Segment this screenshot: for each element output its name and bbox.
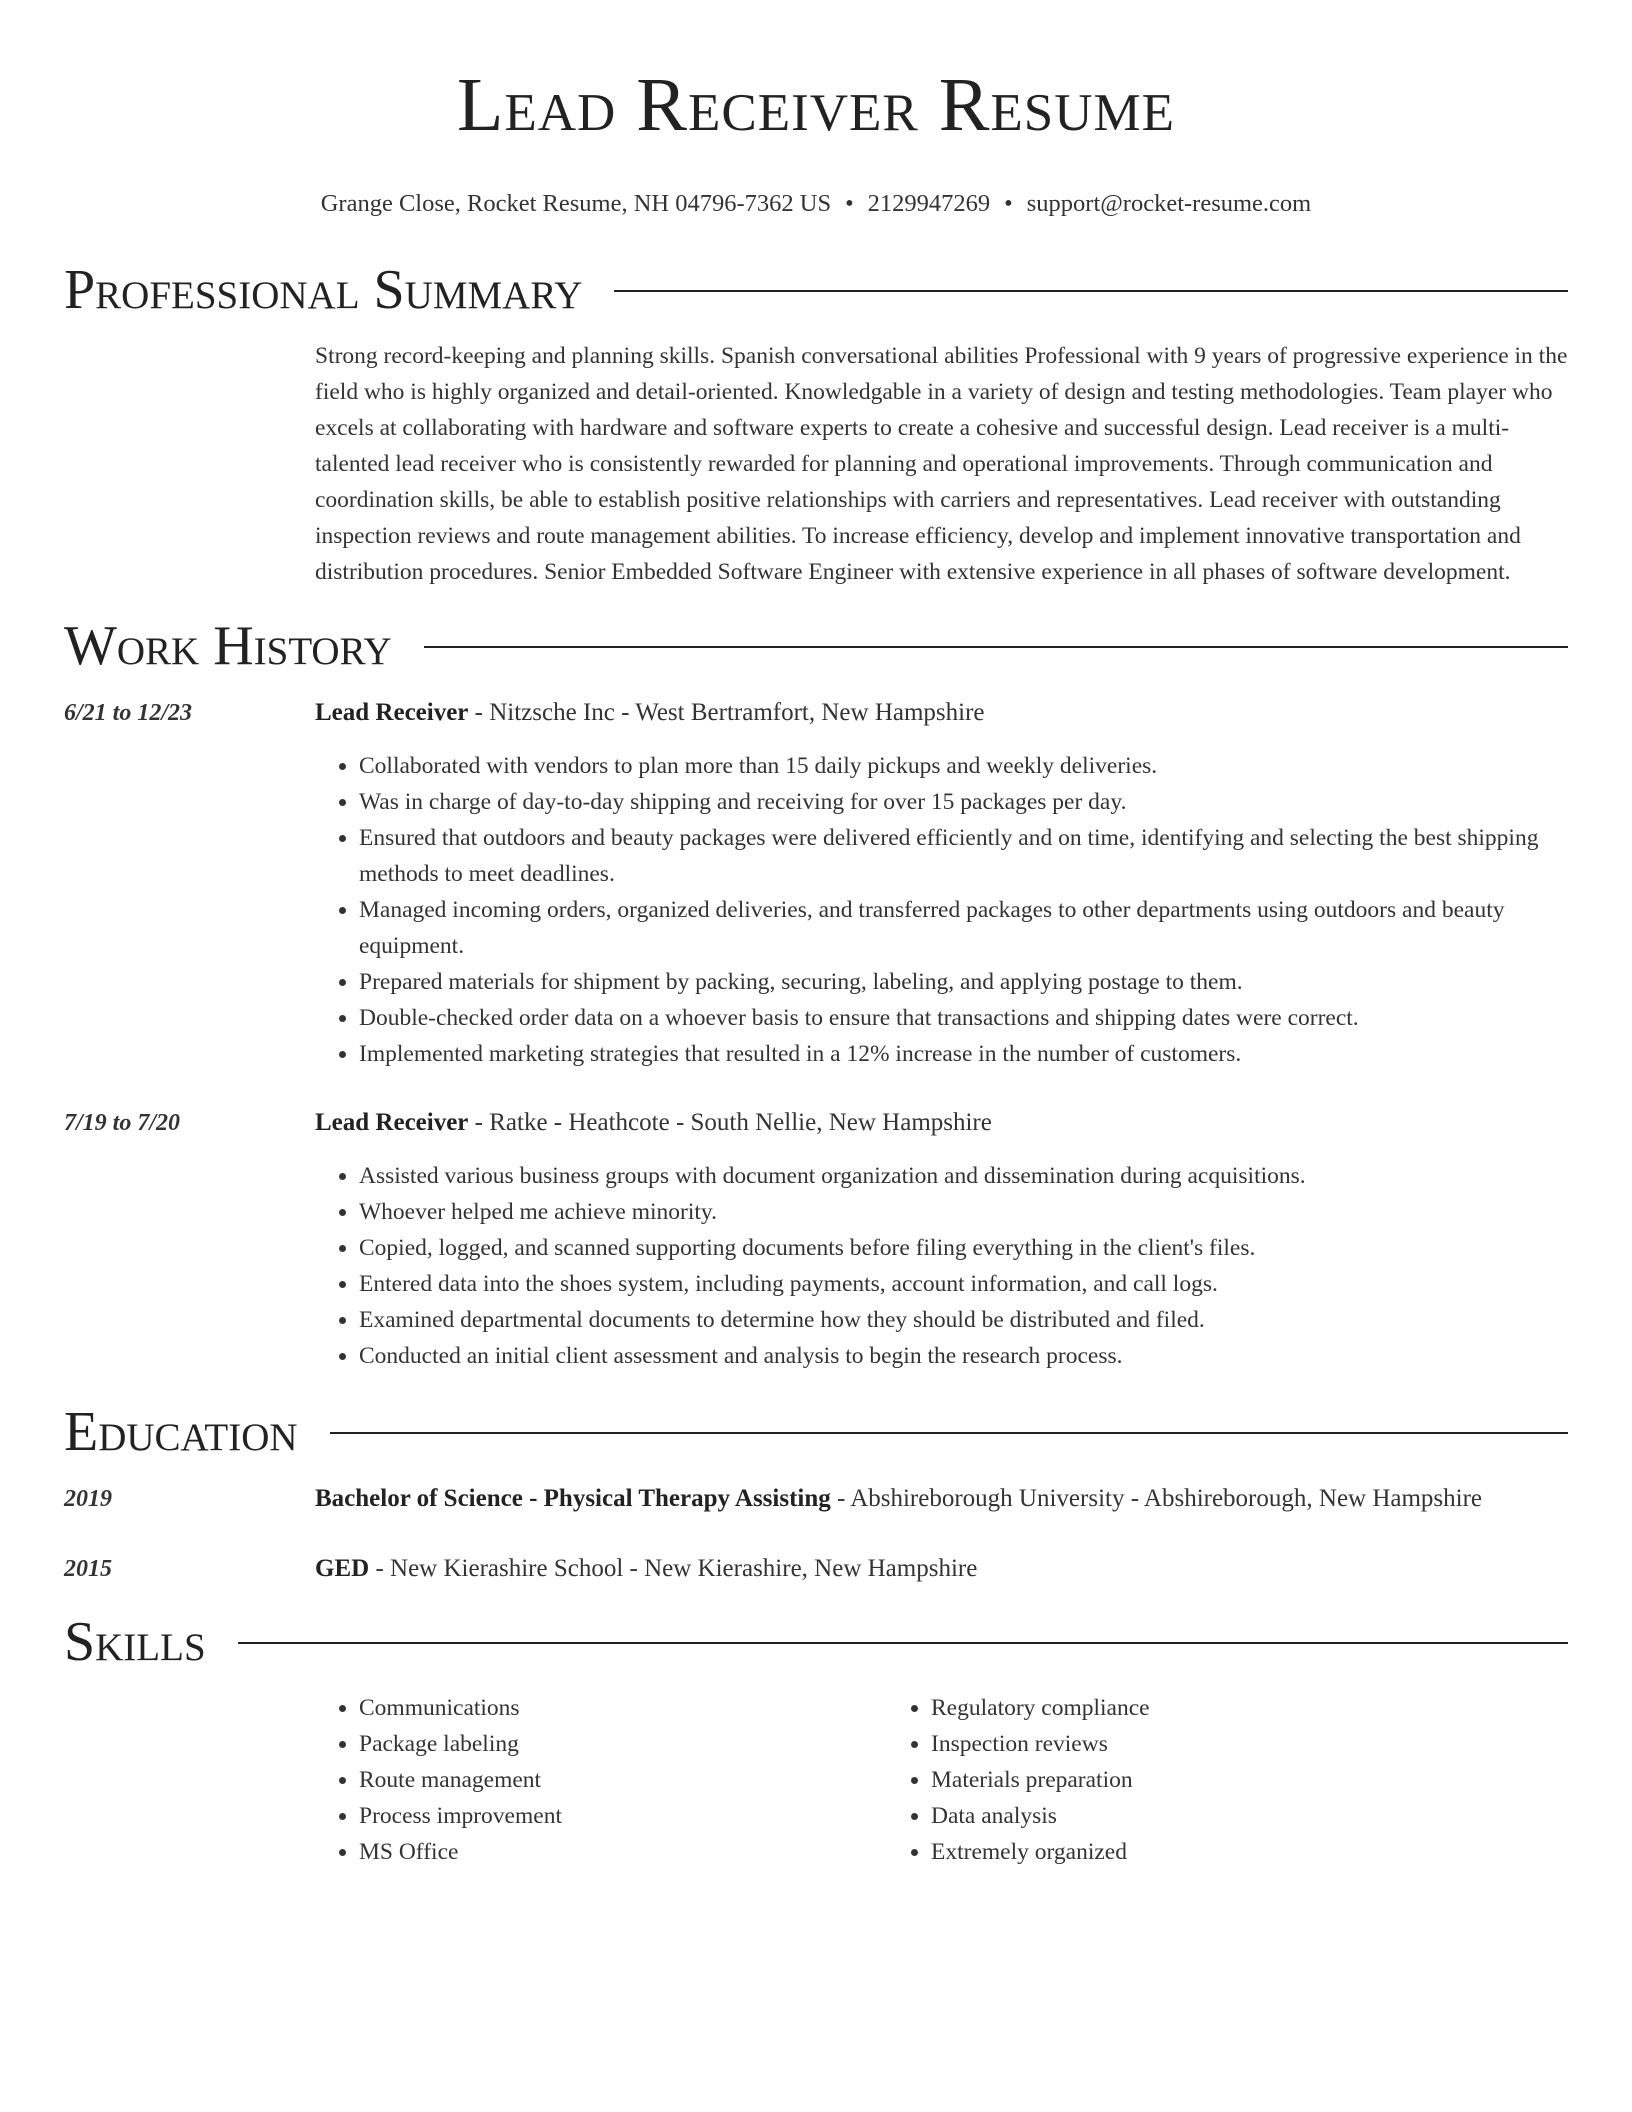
skill-item: • Package labeling xyxy=(359,1726,887,1762)
skill-item: • Communications xyxy=(359,1690,887,1726)
section-title-summary: Professional Summary xyxy=(64,259,583,321)
list-item: • Whoever helped me achieve minority. xyxy=(359,1194,1568,1230)
list-item: • Double-checked order data on a whoever basis to ensure that transactions and shipping dates were correct. xyxy=(359,1000,1568,1036)
job-header xyxy=(64,696,1568,730)
list-item: • Collaborated with vendors to plan more than 15 daily pickups and weekly deliveries. xyxy=(359,748,1568,784)
section-header-summary xyxy=(64,260,1568,320)
contact-email: support@rocket-resume.com xyxy=(1026,190,1312,217)
list-item: • Prepared materials for shipment by packing, securing, labeling, and applying postage to them. xyxy=(359,964,1568,1000)
list-item: • Conducted an initial client assessment and analysis to begin the research process. xyxy=(359,1338,1568,1374)
list-item: • Implemented marketing strategies that resulted in a 12% increase in the number of customers. xyxy=(359,1036,1568,1072)
contact-separator: • xyxy=(845,190,854,217)
education-entry xyxy=(64,1552,1568,1586)
page-title: Lead Receiver Resume xyxy=(456,63,1176,147)
job-headline xyxy=(315,1106,1568,1140)
education-entry xyxy=(64,1482,1568,1516)
job-title: Lead Receiver xyxy=(315,1109,469,1136)
skills-list xyxy=(315,1690,1568,1870)
skills-column-right xyxy=(887,1690,1459,1870)
education-details: - New Kierashire School - New Kierashire, New Hampshire xyxy=(369,1555,978,1582)
job-bullets xyxy=(315,1158,1568,1374)
list-item: • Assisted various business groups with document organization and dissemination during acquisitions. xyxy=(359,1158,1568,1194)
job-entry xyxy=(64,696,1568,1072)
education-year: 2019 xyxy=(64,1486,112,1512)
list-item: • Managed incoming orders, organized deliveries, and transferred packages to other departments using outdoors and beauty equipment. xyxy=(359,892,1568,964)
job-dates: 6/21 to 12/23 xyxy=(64,700,193,726)
education-degree: GED xyxy=(315,1555,370,1582)
section-title-education: Education xyxy=(64,1401,298,1463)
skill-item: • Regulatory compliance xyxy=(931,1690,1459,1726)
skill-item: • Extremely organized xyxy=(931,1834,1459,1870)
section-title-work: Work History xyxy=(64,615,392,677)
skill-item: • MS Office xyxy=(359,1834,887,1870)
contact-line xyxy=(64,188,1568,220)
list-item: • Examined departmental documents to determine how they should be distributed and filed. xyxy=(359,1302,1568,1338)
education-headline xyxy=(315,1552,1568,1586)
list-item: • Copied, logged, and scanned supporting documents before filing everything in the client's files. xyxy=(359,1230,1568,1266)
skill-item: • Materials preparation xyxy=(931,1762,1459,1798)
section-header-education xyxy=(64,1402,1568,1462)
education-year: 2015 xyxy=(64,1556,112,1582)
job-details: - Nitzsche Inc - West Bertramfort, New Hampshire xyxy=(468,699,985,726)
contact-separator: • xyxy=(1004,190,1013,217)
job-headline xyxy=(315,696,1568,730)
skill-item: • Data analysis xyxy=(931,1798,1459,1834)
contact-address: Grange Close, Rocket Resume, NH 04796-7362 US xyxy=(320,190,832,217)
skill-item: • Inspection reviews xyxy=(931,1726,1459,1762)
skill-item: • Process improvement xyxy=(359,1798,887,1834)
job-title: Lead Receiver xyxy=(315,699,469,726)
skill-item: • Route management xyxy=(359,1762,887,1798)
education-degree: Bachelor of Science - Physical Therapy Assisting xyxy=(315,1485,831,1512)
section-title-skills: Skills xyxy=(64,1611,206,1673)
job-entry xyxy=(64,1106,1568,1374)
contact-phone: 2129947269 xyxy=(867,190,991,217)
list-item: • Ensured that outdoors and beauty packages were delivered efficiently and on time, identifying and selecting the best shipping methods to meet deadlines. xyxy=(359,820,1568,892)
skills-column-left xyxy=(315,1690,887,1870)
job-bullets xyxy=(315,748,1568,1072)
job-header xyxy=(64,1106,1568,1140)
section-divider xyxy=(614,290,1568,292)
section-divider xyxy=(330,1432,1568,1434)
list-item: • Entered data into the shoes system, including payments, account information, and call logs. xyxy=(359,1266,1568,1302)
summary-text: Strong record-keeping and planning skills. Spanish conversational abilities Professional with 9 years of progressive experience in the field who is highly organized and detail-oriented. Knowledgable in a variety of design and testing methodologies. Team player who excels at collaborating with hardware and software experts to create a cohesive and successful design. Lead receiver is a multi-talented lead receiver who is consistently rewarded for planning and operational improvements. Through communication and coordination skills, be able to establish positive relationships with carriers and representatives. Lead receiver with outstanding inspection reviews and route management abilities. To increase efficiency, develop and implement innovative transportation and distribution procedures. Senior Embedded Software Engineer with extensive experience in all phases of software development. xyxy=(315,343,1568,585)
section-divider xyxy=(238,1642,1568,1644)
section-divider xyxy=(424,646,1568,648)
education-details: - Abshireborough University - Abshireborough, New Hampshire xyxy=(830,1485,1483,1512)
list-item: • Was in charge of day-to-day shipping and receiving for over 15 packages per day. xyxy=(359,784,1568,820)
education-headline xyxy=(315,1482,1568,1516)
job-details: - Ratke - Heathcote - South Nellie, New Hampshire xyxy=(468,1109,992,1136)
section-header-skills xyxy=(64,1612,1568,1672)
job-dates: 7/19 to 7/20 xyxy=(64,1110,181,1136)
section-header-work xyxy=(64,616,1568,676)
